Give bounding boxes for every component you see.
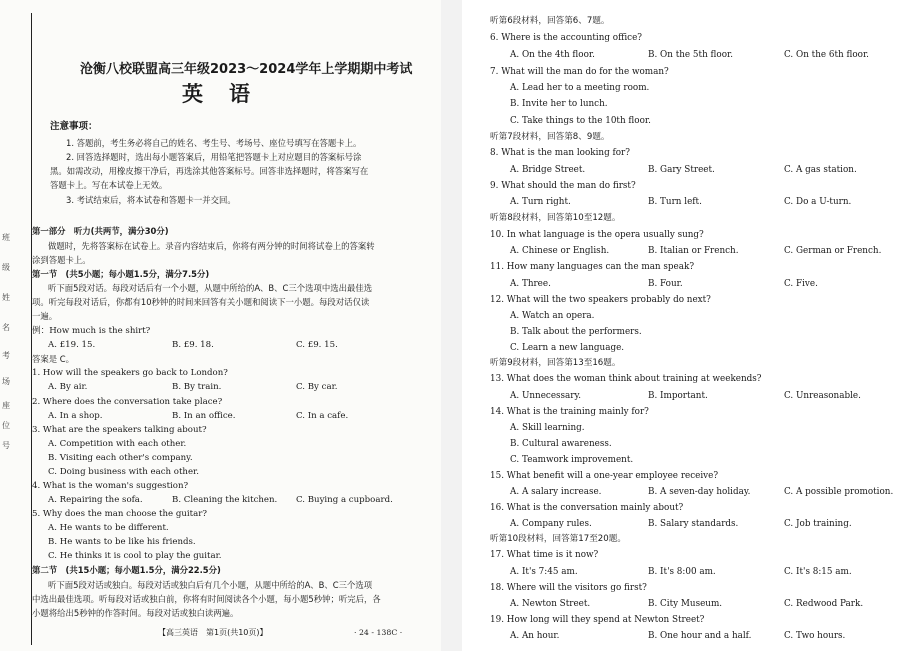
question-4: 4. What is the woman's suggestion? — [32, 481, 189, 491]
option-b: B. Gary Street. — [648, 165, 715, 175]
option-c: C. A gas station. — [784, 165, 857, 175]
side-label: 场 — [2, 377, 10, 386]
side-label: 位 — [2, 421, 10, 430]
material-heading: 听第9段材料，回答第13至16题。 — [490, 358, 621, 368]
notice-3: 3. 考试结束后，将本试卷和答题卡一并交回。 — [66, 195, 236, 205]
option-a: A. Competition with each other. — [48, 439, 187, 449]
option-c: C. Redwood Park. — [784, 599, 864, 609]
notice-2-cont: 黑。如需改动，用橡皮擦干净后，再选涂其他答案标号。回答非选择题时，将答案写在 — [50, 166, 369, 176]
option-b: B. Visiting each other's company. — [48, 453, 193, 463]
option-b: B. One hour and a half. — [648, 631, 752, 641]
option-c: C. In a cafe. — [296, 411, 349, 421]
option-c: C. Buying a cupboard. — [296, 495, 393, 505]
section1-intro-end: 一遍。 — [32, 311, 58, 321]
notice-2: 2. 回答选择题时，选出每小题答案后，用铅笔把答题卡上对应题目的答案标号涂 — [66, 152, 362, 162]
option-b: B. By train. — [172, 382, 222, 392]
question-19: 19. How long will they spend at Newton Street? — [490, 615, 705, 625]
question-12: 12. What will the two speakers probably do next? — [490, 295, 711, 305]
side-label: 考 — [2, 351, 10, 360]
side-label: 级 — [2, 263, 10, 272]
option-b: B. Talk about the performers. — [510, 327, 642, 337]
material-heading: 听第7段材料，回答第8、9题。 — [490, 132, 610, 142]
side-label: 班 — [2, 233, 10, 242]
option-b: B. In an office. — [172, 411, 236, 421]
option-a: A. By air. — [48, 382, 88, 392]
option-a: A. Newton Street. — [510, 599, 591, 609]
question-10: 10. In what language is the opera usually sung? — [490, 230, 704, 240]
part1-heading: 第一部分 听力(共两节，满分30分) — [32, 226, 169, 236]
option-a: A. Skill learning. — [510, 423, 585, 433]
section2-intro-cont: 中选出最佳选项。听每段对话或独白前，你将有时间阅读各个小题，每小题5秒钟；听完后，各 — [32, 594, 381, 604]
option-a: A. Watch an opera. — [510, 311, 595, 321]
option-b: B. On the 5th floor. — [648, 50, 734, 60]
option-c: C. Do a U-turn. — [784, 197, 852, 207]
side-label: 座 — [2, 401, 10, 410]
section1-intro-cont: 项。听完每段对话后，你都有10秒钟的时间来回答有关小题和阅读下一小题。每段对话仅读 — [32, 297, 370, 307]
exam-title: 沧衡八校联盟高三年级2023～2024学年上学期期中考试 — [80, 62, 413, 77]
option-a: A. Unnecessary. — [510, 391, 582, 401]
option-b: B. £9. 18. — [172, 340, 214, 350]
option-a: A. £19. 15. — [48, 340, 96, 350]
option-b: B. Cultural awareness. — [510, 439, 612, 449]
material-heading: 听第10段材料，回答第17至20题。 — [490, 534, 626, 544]
option-c: C. A possible promotion. — [784, 487, 894, 497]
section2-intro: 听下面5段对话或独白。每段对话或独白后有几个小题，从题中所给的A、B、C三个选项 — [48, 580, 373, 590]
option-c: C. By car. — [296, 382, 338, 392]
option-c: C. Job training. — [784, 519, 852, 529]
right-page — [462, 0, 906, 651]
option-c: C. German or French. — [784, 246, 882, 256]
question-17: 17. What time is it now? — [490, 550, 599, 560]
example-question: 例：How much is the shirt? — [32, 326, 151, 336]
part1-intro: 做题时，先将答案标在试卷上。录音内容结束后，你将有两分钟的时间将试卷上的答案转 — [48, 241, 375, 251]
option-a: A. Repairing the sofa. — [48, 495, 143, 505]
question-1: 1. How will the speakers go back to London? — [32, 368, 228, 378]
question-11: 11. How many languages can the man speak? — [490, 262, 695, 272]
page-footer: 【高三英语 第1页(共10页)】 — [158, 628, 268, 637]
option-a: A. In a shop. — [48, 411, 103, 421]
subject-title: 英语 — [182, 82, 276, 106]
question-8: 8. What is the man looking for? — [490, 148, 630, 158]
side-label: 名 — [2, 323, 10, 332]
option-c: C. Teamwork improvement. — [510, 455, 634, 465]
option-a: A. Turn right. — [510, 197, 571, 207]
example-answer: 答案是 C。 — [32, 354, 75, 364]
left-page — [0, 0, 441, 651]
question-15: 15. What benefit will a one-year employee receive? — [490, 471, 719, 481]
option-a: A. He wants to be different. — [48, 523, 169, 533]
option-a: A. Company rules. — [510, 519, 592, 529]
material-heading: 听第6段材料，回答第6、7题。 — [490, 16, 610, 26]
question-18: 18. Where will the visitors go first? — [490, 583, 647, 593]
option-a: A. Chinese or English. — [510, 246, 610, 256]
side-label: 姓 — [2, 293, 10, 302]
option-c: C. It's 8:15 am. — [784, 567, 852, 577]
section1-intro: 听下面5段对话。每段对话后有一个小题，从题中所给的A、B、C三个选项中选出最佳选 — [48, 283, 373, 293]
question-2: 2. Where does the conversation take place? — [32, 397, 223, 407]
option-c: C. £9. 15. — [296, 340, 338, 350]
option-c: C. Unreasonable. — [784, 391, 861, 401]
option-b: B. Cleaning the kitchen. — [172, 495, 278, 505]
question-9: 9. What should the man do first? — [490, 181, 636, 191]
notice-2-end: 答题卡上。写在本试卷上无效。 — [50, 180, 168, 190]
option-c: C. Two hours. — [784, 631, 846, 641]
option-c: C. Five. — [784, 279, 818, 289]
question-6: 6. Where is the accounting office? — [490, 33, 643, 43]
question-7: 7. What will the man do for the woman? — [490, 67, 669, 77]
question-5: 5. Why does the man choose the guitar? — [32, 509, 207, 519]
option-b: B. It's 8:00 am. — [648, 567, 716, 577]
option-a: A. A salary increase. — [510, 487, 602, 497]
option-c: C. Take things to the 10th floor. — [510, 116, 651, 126]
notice-heading: 注意事项： — [50, 121, 98, 132]
option-b: B. A seven-day holiday. — [648, 487, 751, 497]
option-c: C. Learn a new language. — [510, 343, 625, 353]
option-c: C. On the 6th floor. — [784, 50, 869, 60]
option-b: B. Four. — [648, 279, 683, 289]
material-heading: 听第8段材料，回答第10至12题。 — [490, 213, 621, 223]
option-a: A. An hour. — [510, 631, 560, 641]
option-c: C. He thinks it is cool to play the guitar. — [48, 551, 222, 561]
option-b: B. Invite her to lunch. — [510, 99, 608, 109]
question-16: 16. What is the conversation mainly about? — [490, 503, 684, 513]
section2-heading: 第二节 (共15小题；每小题1.5分，满分22.5分) — [32, 565, 221, 575]
option-b: B. Important. — [648, 391, 708, 401]
option-a: A. Bridge Street. — [510, 165, 586, 175]
option-a: A. It's 7:45 am. — [510, 567, 578, 577]
question-14: 14. What is the training mainly for? — [490, 407, 649, 417]
paper-code: · 24 - 138C · — [354, 628, 403, 637]
question-3: 3. What are the speakers talking about? — [32, 425, 207, 435]
option-a: A. Three. — [510, 279, 551, 289]
option-b: B. He wants to be like his friends. — [48, 537, 196, 547]
option-b: B. Turn left. — [648, 197, 702, 207]
part1-intro-cont: 涂到答题卡上。 — [32, 255, 91, 265]
option-b: B. City Museum. — [648, 599, 723, 609]
option-a: A. On the 4th floor. — [510, 50, 595, 60]
notice-1: 1. 答题前，考生务必将自己的姓名、考生号、考场号、座位号填写在答题卡上。 — [66, 138, 362, 148]
question-13: 13. What does the woman think about training at weekends? — [490, 374, 762, 384]
option-b: B. Italian or French. — [648, 246, 739, 256]
side-label: 号 — [2, 441, 10, 450]
option-b: B. Salary standards. — [648, 519, 739, 529]
section2-intro-end: 小题将给出5秒钟的作答时间。每段对话或独白读两遍。 — [32, 608, 239, 618]
option-c: C. Doing business with each other. — [48, 467, 199, 477]
option-a: A. Lead her to a meeting room. — [510, 83, 650, 93]
section1-heading: 第一节 (共5小题；每小题1.5分，满分7.5分) — [32, 269, 210, 279]
